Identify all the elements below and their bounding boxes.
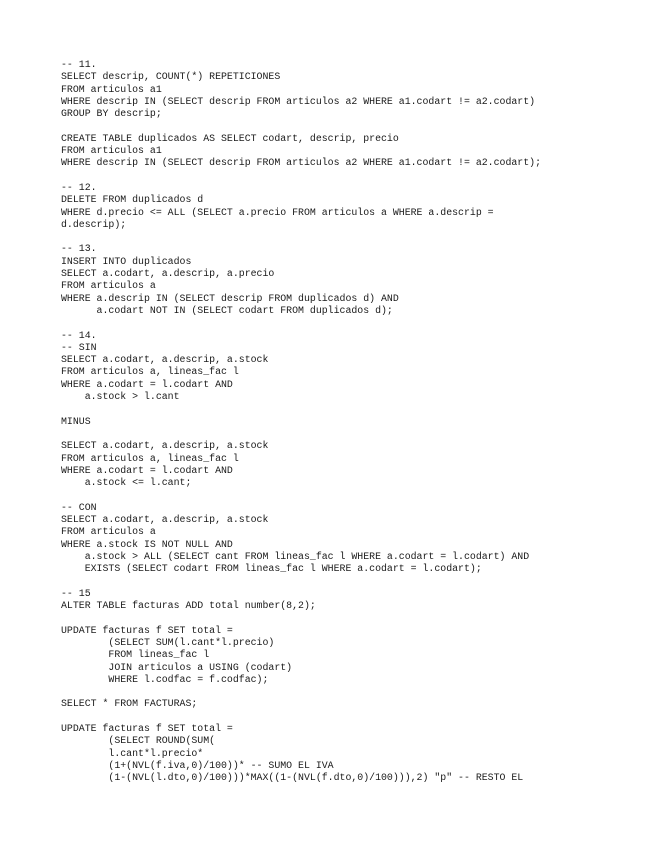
code-line: -- 11. [61,59,97,70]
code-block-q14-sin-2 [61,440,651,489]
code-block-q11-select [61,59,651,120]
code-block-q13 [61,243,651,317]
code-block-q12 [61,182,651,231]
code-line: SELECT a.codart, a.descrip, a.stock [61,440,269,452]
code-line: SELECT a.codart, a.descrip, a.stock [61,513,269,525]
code-block-q14-minus [61,416,651,428]
code-line: WHERE descrip IN (SELECT descrip FROM articulos a2 WHERE a1.codart != a2.codart) [61,95,536,107]
code-line: FROM lineas_fac l [61,649,210,661]
code-line: a.codart NOT IN (SELECT codart FROM duplicados d); [61,304,393,316]
code-line: (1-(NVL(l.dto,0)/100)))*MAX((1-(NVL(f.dto,0)/100))),2) "p" -- RESTO EL [61,772,524,784]
code-block-q14-sin-1 [61,330,651,404]
code-line: -- CON [61,501,97,513]
code-line: WHERE descrip IN (SELECT descrip FROM articulos a2 WHERE a1.codart != a2.codart); [61,157,542,169]
blank-line [61,231,651,243]
code-line: (SELECT ROUND(SUM( [61,735,216,747]
blank-line [61,575,651,587]
code-line: FROM articulos a, lineas_fac l [61,452,239,464]
code-block-q15-select [61,698,651,710]
code-line: -- 13. [61,243,97,255]
code-line: a.stock <= l.cant; [61,477,192,489]
code-line: EXISTS (SELECT codart FROM lineas_fac l WHERE a.codart = l.codart); [61,563,482,575]
code-block-q14-con [61,502,651,576]
blank-line [61,403,651,415]
code-line: DELETE FROM duplicados d [61,194,204,206]
code-line: MINUS [61,415,91,427]
code-block-q11-create [61,133,651,170]
code-line: FROM articulos a [61,526,156,538]
code-line: WHERE a.codart = l.codart AND [61,464,233,476]
code-line: UPDATE facturas f SET total = [61,624,233,636]
code-line: INSERT INTO duplicados [61,255,192,267]
blank-line [61,612,651,624]
sql-code-listing [61,59,651,785]
code-line: JOIN articulos a USING (codart) [61,661,293,673]
code-line: SELECT * FROM FACTURAS; [61,698,198,710]
code-line: FROM articulos a1 [61,145,162,157]
code-line: WHERE a.descrip IN (SELECT descrip FROM duplicados d) AND [61,292,399,304]
blank-line [61,317,651,329]
code-line: SELECT a.codart, a.descrip, a.precio [61,268,275,280]
code-line: WHERE l.codfac = f.codfac); [61,673,269,685]
code-line: (1+(NVL(f.iva,0)/100))* -- SUMO EL IVA [61,759,334,771]
blank-line [61,686,651,698]
code-line: a.stock > l.cant [61,391,180,403]
code-line: (SELECT SUM(l.cant*l.precio) [61,636,275,648]
blank-line [61,489,651,501]
code-line: FROM articulos a [61,280,156,292]
code-line: FROM articulos a, lineas_fac l [61,366,239,378]
code-line: SELECT descrip, COUNT(*) REPETICIONES [61,71,281,83]
code-line: WHERE a.stock IS NOT NULL AND [61,538,233,550]
code-line: CREATE TABLE duplicados AS SELECT codart, descrip, precio [61,132,399,144]
code-line: a.stock > ALL (SELECT cant FROM lineas_fac l WHERE a.codart = l.codart) AND [61,550,530,562]
code-block-q15-update-2 [61,723,651,784]
code-line: -- SIN [61,341,97,353]
code-block-q15-alter [61,588,651,613]
code-line: SELECT a.codart, a.descrip, a.stock [61,354,269,366]
code-line: -- 15 [61,587,91,599]
blank-line [61,120,651,132]
blank-line [61,428,651,440]
code-line: GROUP BY descrip; [61,108,162,120]
blank-line [61,170,651,182]
code-line: d.descrip); [61,218,127,230]
code-line: -- 14. [61,329,97,341]
code-line: l.cant*l.precio* [61,747,204,759]
code-line: ALTER TABLE facturas ADD total number(8,2); [61,600,316,612]
code-line: UPDATE facturas f SET total = [61,723,233,735]
code-line: -- 12. [61,181,97,193]
code-line: WHERE a.codart = l.codart AND [61,378,233,390]
code-line: FROM articulos a1 [61,83,162,95]
code-line: WHERE d.precio <= ALL (SELECT a.precio FROM articulos a WHERE a.descrip = [61,206,494,218]
blank-line [61,711,651,723]
code-block-q15-update-1 [61,625,651,686]
